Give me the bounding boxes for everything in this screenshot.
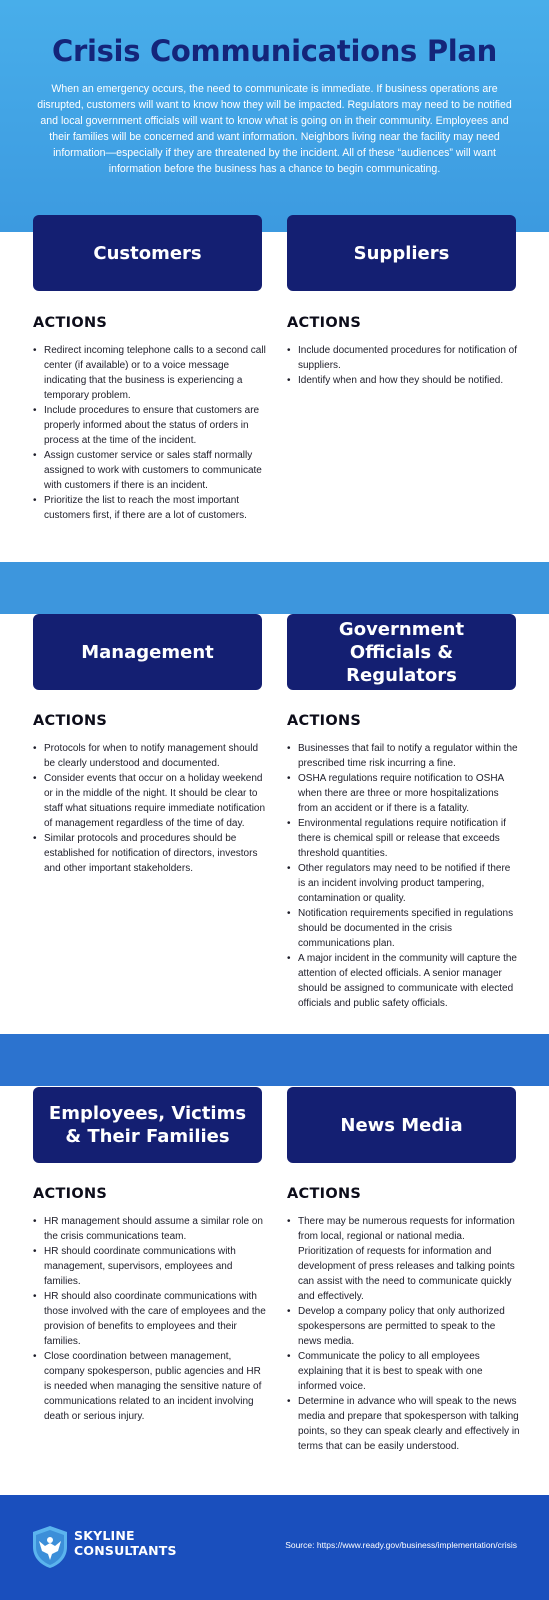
employees-actions-list bbox=[33, 1214, 266, 1424]
list-item: • Include documented procedures for notification of suppliers. bbox=[287, 343, 520, 373]
footer bbox=[0, 1495, 549, 1600]
shield-eagle-icon bbox=[31, 1525, 69, 1569]
list-item: • Close coordination between management, company spokesperson, public agencies and HR is needed when managing the sensitive nature of communications related to an incident involving death or serious injury. bbox=[33, 1349, 266, 1424]
list-item: • Other regulators may need to be notified if there is an incident involving product tampering, contamination or quality. bbox=[287, 861, 520, 906]
list-item: • HR should coordinate communications with management, supervisors, employees and families. bbox=[33, 1244, 266, 1289]
actions-heading: ACTIONS bbox=[287, 713, 362, 729]
list-item: • Assign customer service or sales staff normally assigned to work with customers to communicate with customers if there is an incident. bbox=[33, 448, 266, 493]
government-actions-list bbox=[287, 741, 520, 1011]
card-title: Management bbox=[81, 641, 214, 663]
actions-heading: ACTIONS bbox=[33, 315, 108, 331]
card-title: News Media bbox=[340, 1114, 463, 1136]
list-item: • Prioritize the list to reach the most important customers first, if there are a lot of customers. bbox=[33, 493, 266, 523]
list-item: • HR should also coordinate communications with those involved with the care of employees and the provision of benefits to employees and their families. bbox=[33, 1289, 266, 1349]
section-divider bbox=[0, 1034, 549, 1086]
source-citation: Source: https://www.ready.gov/business/implementation/crisis bbox=[285, 1540, 517, 1550]
list-item: • A major incident in the community will capture the attention of elected officials. A senior manager should be assigned to communicate with elected officials and public safety officials. bbox=[287, 951, 520, 1011]
list-item: • Determine in advance who will speak to the news media and prepare that spokesperson with talking points, so they can speak clearly and effectively in terms that can be easily understood. bbox=[287, 1394, 520, 1454]
header bbox=[0, 0, 549, 232]
card-employees bbox=[33, 1087, 262, 1163]
logo-line-1: SKYLINE bbox=[74, 1528, 135, 1543]
actions-heading: ACTIONS bbox=[33, 1186, 108, 1202]
company-logo-text bbox=[74, 1528, 177, 1558]
list-item: • Include procedures to ensure that customers are properly informed about the status of orders in process at the time of the incident. bbox=[33, 403, 266, 448]
card-management bbox=[33, 614, 262, 690]
card-customers bbox=[33, 215, 262, 291]
card-title: Employees, Victims & Their Families bbox=[48, 1103, 247, 1147]
card-title: Suppliers bbox=[353, 242, 450, 264]
list-item: • Develop a company policy that only authorized spokespersons are permitted to speak to the news media. bbox=[287, 1304, 520, 1349]
page-title: Crisis Communications Plan bbox=[51, 34, 498, 68]
management-actions-list bbox=[33, 741, 266, 876]
section-divider bbox=[0, 562, 549, 614]
list-item: • Protocols for when to notify management should be clearly understood and documented. bbox=[33, 741, 266, 771]
suppliers-actions-list bbox=[287, 343, 520, 388]
list-item: • Environmental regulations require notification if there is chemical spill or release that exceeds threshold quantities. bbox=[287, 816, 520, 861]
list-item: • There may be numerous requests for information from local, regional or national media. Prioritization of requests for information and development of press releases and talking points can assist with the need to communicate quickly and effectively. bbox=[287, 1214, 520, 1304]
card-title: Customers bbox=[93, 242, 202, 264]
card-suppliers bbox=[287, 215, 516, 291]
actions-heading: ACTIONS bbox=[33, 713, 108, 729]
list-item: • Businesses that fail to notify a regulator within the prescribed time risk incurring a fine. bbox=[287, 741, 520, 771]
logo-line-2: CONSULTANTS bbox=[74, 1543, 177, 1558]
list-item: • Communicate the policy to all employees explaining that it is best to speak with one informed voice. bbox=[287, 1349, 520, 1394]
list-item: • HR management should assume a similar role on the crisis communications team. bbox=[33, 1214, 266, 1244]
actions-heading: ACTIONS bbox=[287, 315, 362, 331]
list-item: • Notification requirements specified in regulations should be documented in the crisis communications plan. bbox=[287, 906, 520, 951]
card-news-media bbox=[287, 1087, 516, 1163]
customers-actions-list bbox=[33, 343, 266, 523]
intro-paragraph: When an emergency occurs, the need to communicate is immediate. If business operations are disrupted, customers will want to know how they will be impacted. Regulators may need to be notified and local government officials will want to know what is going on in their community. Employees and their families will be concerned and want information. Neighbors living near the facility may need information—especially if they are threatened by the incident. All of these “audiences” will want information before the business has a chance to begin communicating. bbox=[37, 83, 512, 175]
news-media-actions-list bbox=[287, 1214, 520, 1454]
list-item: • Similar protocols and procedures should be established for notification of directors, investors and other important stakeholders. bbox=[33, 831, 266, 876]
card-government bbox=[287, 614, 516, 690]
actions-heading: ACTIONS bbox=[287, 1186, 362, 1202]
list-item: • Identify when and how they should be notified. bbox=[287, 373, 520, 388]
list-item: • OSHA regulations require notification to OSHA when there are three or more hospitalizations from an accident or if there is a fatality. bbox=[287, 771, 520, 816]
list-item: • Redirect incoming telephone calls to a second call center (if available) or to a voice message indicating that the business is experiencing a temporary problem. bbox=[33, 343, 266, 403]
list-item: • Consider events that occur on a holiday weekend or in the middle of the night. It should be clear to staff what situations require immediate notification of management regardless of the time of day. bbox=[33, 771, 266, 831]
card-title: Government Officials & Regulators bbox=[338, 618, 465, 686]
